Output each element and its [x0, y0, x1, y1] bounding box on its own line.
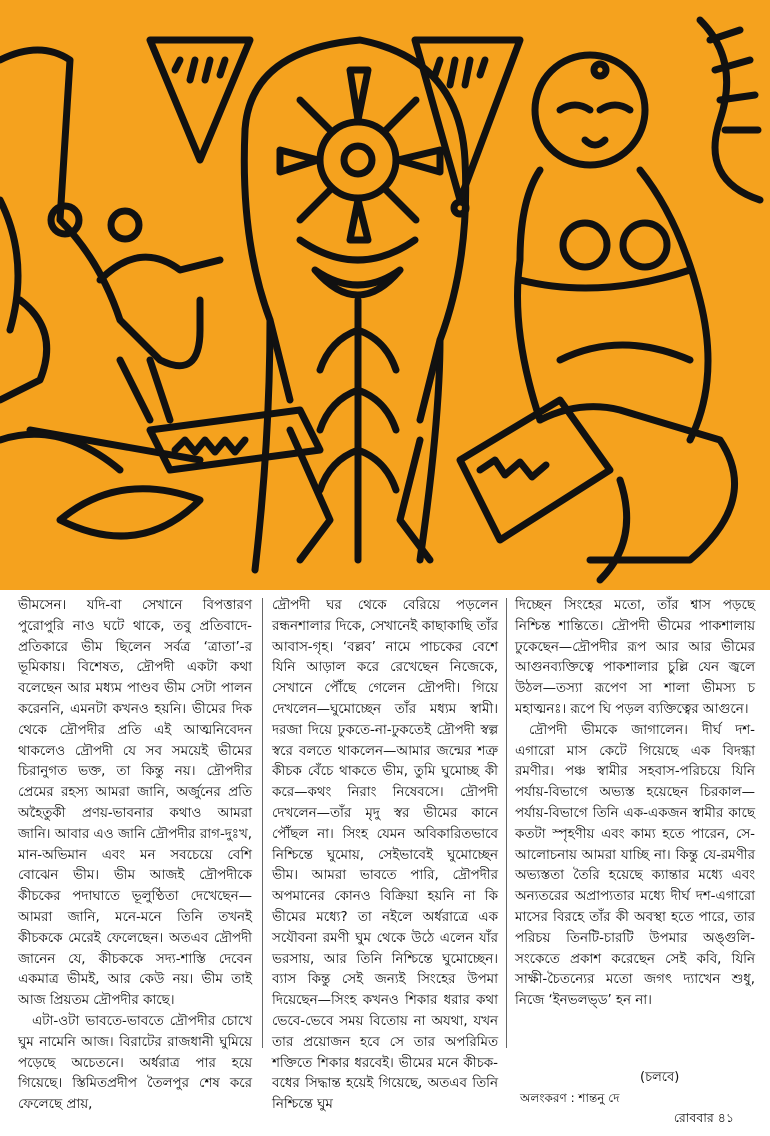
paragraph: দ্রৌপদী ভীমকে জাগালেন। দীর্ঘ দশ-এগারো মাস কেটে গিয়েছে এক বিদগ্ধা রমণীর। পঞ্চ স্বামীর সহবাস-পরিচয়ে যিনি পর্যায়-বিভাগে অভ্যস্ত হয়েছেন চিরকাল—পর্যায়-বিভাগে তিনি এক-একজন স্বামীর কাছে কতটা স্পৃহণীয় এবং কাম্য হতে পারেন, সে-আলোচনায় আমরা যাচ্ছি না। কিন্তু যে-রমণীর অভ্যস্ততা তৈরি হয়েছে ক্যান্তার মধ্যে এবং অন্যতরের অপ্রাপ্যতার মধ্যে দীর্ঘ দশ-এগারো মাসের বিরহে তাঁর কী অবস্থা হতে পারে, তার পরিচয় তিনটি-চারটি উপমার অঙ্গুলি-সংকেতে প্রকাশ করেছেন সেই কবি, যিনি সাক্ষী-চৈতন্যের মতো জগৎ দ্যাখেন শুধু, নিজে ‘ইনভলভ্ড’ হন না।: [515, 722, 755, 1009]
paragraph: এটা-ওটা ভাবতে-ভাবতে দ্রৌপদীর চোখে ঘুম নামেনি আজ। বিরাটের রাজধানী ঘুমিয়ে পড়েছে অচেতনে। অর্ধরাত্র পার হয়ে গিয়েছে। স্তিমিতপ্রদীপ তৈলপুর শেষ করে ফেলেছে প্রায়,: [18, 1013, 252, 1113]
continued-label: (চলবে): [640, 1070, 680, 1085]
paragraph: দ্রৌপদী ঘর থেকে বেরিয়ে পড়লেন রন্ধনশালার দিকে, সেখানেই কাছাকাছি তাঁর আবাস-গৃহ। ‘বল্লব’ নামে পাচকের বেশে যিনি আড়াল করে রেখেছেন নিজেকে, সেখানে পৌঁছে গেলেন দ্রৌপদী। গিয়ে দেখলেন—ঘুমোচ্ছেন তাঁর মধ্যম স্বামী। দরজা দিয়ে ঢুকতে-না-ঢুকতেই দ্রৌপদী স্বল্প স্বরে বলতে থাকলেন—আমার জন্মের শত্রু কীচক বেঁচে থাকতে ভীম, তুমি ঘুমোচ্ছ কী করে—কথং নিরাং নিষেবসে। দ্রৌপদী দেখলেন—তাঁর মৃদু স্বর ভীমের কানে পৌঁছল না। সিংহ যেমন অবিকারিতভাবে নিশ্চিন্তে ঘুমোয়, সেইভাবেই ঘুমোচ্ছেন ভীম। আমরা ভাবতে পারি, দ্রৌপদীর অপমানের কোনও বিক্রিয়া হয়নি না কি ভীমের মধ্যে? তা নইলে অর্ধরাত্রে এক সযৌবনা রমণী ঘুম থেকে উঠে এলেন যাঁর ভরসায়, আর তিনি নিশ্চিন্তে ঘুমোচ্ছেন। ব্যাস কিন্তু সেই জন্যই সিংহের উপমা দিয়েছেন—সিংহ কখনও শিকার ধরার কথা ভেবে-ভেবে সময় বিতোয় না অযথা, যখন তার প্রয়োজন হবে সে তার অপরিমিত শক্তিতে শিকার ধরবেই। ভীমের মনে কীচক-বধের সিদ্ধান্ত হয়েই গিয়েছে, অতএব তিনি নিশ্চিন্তে ঘুম: [272, 598, 498, 1113]
text-column-1: [18, 596, 252, 1116]
illustration-credit: অলংকরণ : শান্তনু দে: [520, 1091, 620, 1105]
paragraph: ভীমসেন। যদি-বা সেখানে বিপত্তারণ পুরোপুরি নাও ঘটে থাকে, তবু প্রতিবাদে-প্রতিকারে ভীম ছিলেন সর্বত্র ‘ত্রাতা’-র ভূমিকায়। বিশেষত, দ্রৌপদী একটা কথা বলেছেন আর মধ্যম পাণ্ডব ভীম সেটা পালন করেননি, এমনটা কখনও হয়নি। ভীমের দিক থেকে দ্রৌপদীর প্রতি এই আত্মনিবেদন থাকলেও দ্রৌপদী যে সব সময়েই ভীমের চিরানুগত ভক্ত, তা কিন্তু নয়। দ্রৌপদীর প্রেমের রহস্য আমরা জানি, অর্জুনের প্রতি অহৈতুকী প্রণয়-ভাবনার কথাও আমরা জানি। আবার এও জানি দ্রৌপদীর রাগ-দুঃখ, মান-অভিমান এবং মন সবচেয়ে বেশি বোঝেন ভীম। ভীম আজই দ্রৌপদীকে কীচকের পদাঘাতে ভূলুণ্ঠিতা দেখেছেন—আমরা জানি, মনে-মনে তিনি তখনই কীচককে মেরেই ফেলেছেন। অতএব দ্রৌপদী জানেন যে, কীচককে সদ্য-শাস্তি দেবেন একমাত্র ভীমই, আর কেউ নয়। ভীম তাই আজ প্রিয়তম দ্রৌপদীর কাছে।: [18, 598, 252, 1009]
paragraph: দিচ্ছেন সিংহের মতো, তাঁর শ্বাস পড়ছে নিশ্চিন্ত শান্তিতে। দ্রৌপদী ভীমের পাকশালায় ঢুকেছেন—দ্রৌপদীর রূপ আর আর ভীমের আগুনব্যক্তিত্বে পাকশালার চুল্লি যেন জ্বলে উঠল—তস্যা রূপেণ সা শালা ভীমস্য চ মহাত্মনঃ। রূপে ঘি পড়ল ব্যক্তিত্বের আগুনে।: [515, 598, 755, 717]
page-folio: রোববার ৪১: [673, 1110, 734, 1125]
column-divider: [506, 598, 507, 1048]
text-column-3: [515, 596, 755, 1012]
column-divider: [262, 598, 263, 1048]
text-column-2: [272, 596, 498, 1116]
